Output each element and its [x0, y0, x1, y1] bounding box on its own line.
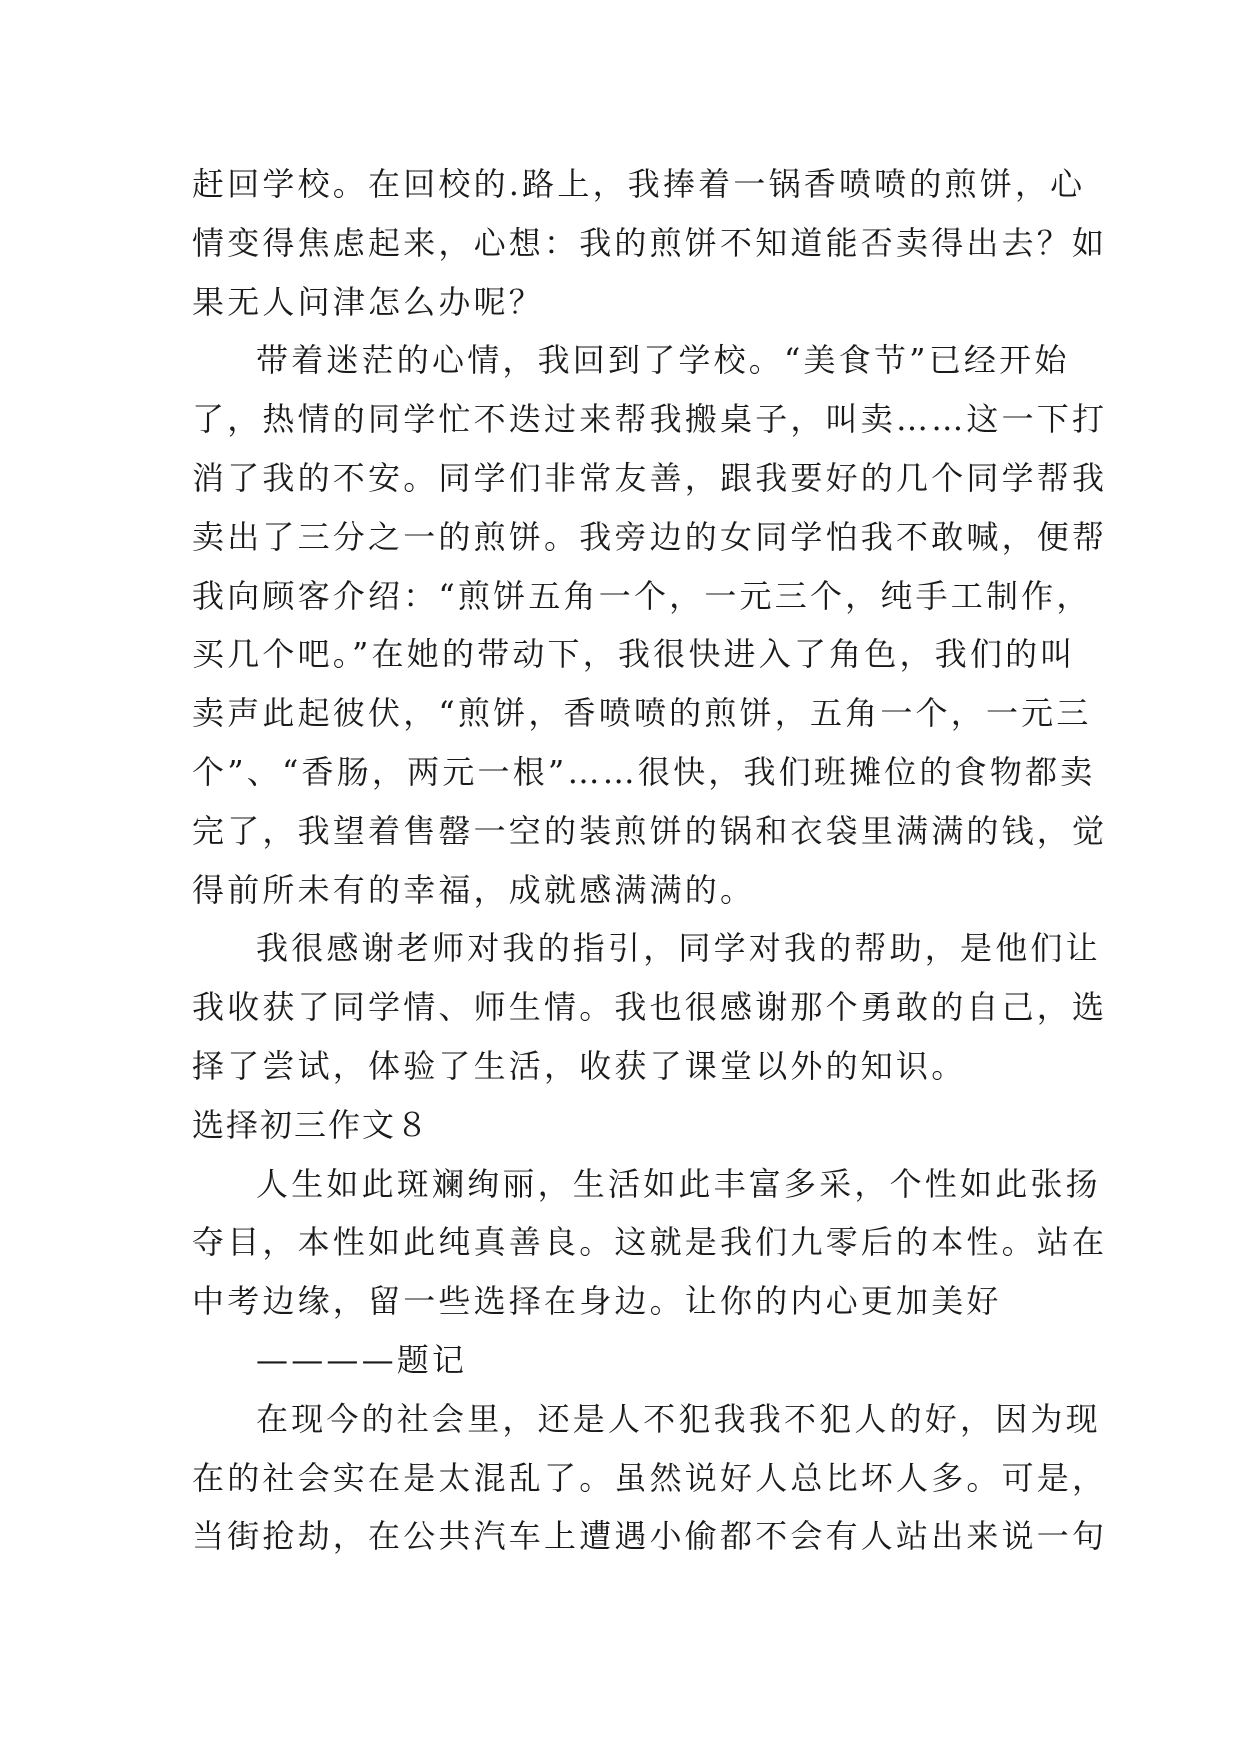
text-line: 中考边缘，留一些选择在身边。让你的内心更加美好 — [192, 1282, 1002, 1321]
text-line: 我很感谢老师对我的指引，同学对我的帮助，是他们让 — [256, 929, 1101, 968]
text-line: 个”、“香肠，两元一根”……很快，我们班摊位的食物都卖 — [192, 752, 1096, 791]
section-heading: 选择初三作文８ — [192, 1105, 431, 1144]
text-line: 卖声此起彼伏，“煎饼，香喷喷的煎饼，五角一个，一元三 — [192, 694, 1092, 733]
text-line: 买几个吧。”在她的带动下，我很快进入了角色，我们的叫 — [192, 635, 1076, 674]
text-line: 完了，我望着售罄一空的装煎饼的锅和衣袋里满满的钱，觉 — [192, 811, 1108, 850]
text-line: 当街抢劫，在公共汽车上遭遇小偷都不会有人站出来说一句 — [192, 1517, 1108, 1556]
text-line: 在现今的社会里，还是人不犯我我不犯人的好，因为现 — [256, 1399, 1101, 1438]
text-line: 赶回学校。在回校的.路上，我捧着一锅香喷喷的煎饼，心 — [192, 165, 1086, 203]
text-line: 择了尝试，体验了生活，收获了课堂以外的知识。 — [192, 1046, 967, 1085]
text-line: 带着迷茫的心情，我回到了学校。“美食节”已经开始 — [256, 341, 1070, 380]
text-line: 了，热情的同学忙不迭过来帮我搬桌子，叫卖……这一下打 — [192, 400, 1108, 439]
text-line: 人生如此斑斓绚丽，生活如此丰富多采，个性如此张扬 — [256, 1164, 1101, 1203]
text-line: 得前所未有的幸福，成就感满满的。 — [192, 870, 756, 909]
epigraph-label: ————题记 — [256, 1340, 468, 1379]
text-line: 我向顾客介绍：“煎饼五角一个，一元三个，纯手工制作， — [192, 576, 1092, 615]
text-line: 消了我的不安。同学们非常友善，跟我要好的几个同学帮我 — [192, 458, 1108, 497]
text-line: 情变得焦虑起来，心想：我的煎饼不知道能否卖得出去？如 — [192, 223, 1108, 262]
text-line: 夺目，本性如此纯真善良。这就是我们九零后的本性。站在 — [192, 1223, 1108, 1262]
document-body — [192, 155, 1108, 1566]
text-line: 在的社会实在是太混乱了。虽然说好人总比坏人多。可是， — [192, 1458, 1108, 1497]
text-line: 果无人问津怎么办呢？ — [192, 282, 545, 321]
text-line: 我收获了同学情、师生情。我也很感谢那个勇敢的自己，选 — [192, 988, 1108, 1027]
text-line: 卖出了三分之一的煎饼。我旁边的女同学怕我不敢喊，便帮 — [192, 517, 1108, 556]
